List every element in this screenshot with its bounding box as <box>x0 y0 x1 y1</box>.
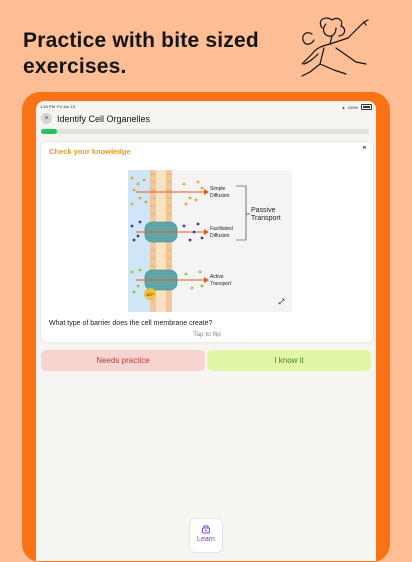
simple-diffusion-label-2: Diffusion <box>210 193 230 199</box>
atp-label: ATP <box>146 292 154 297</box>
tap-to-flip-hint: Tap to flip <box>193 331 221 338</box>
facilitated-diffusion-label-2: Diffusion <box>210 233 230 239</box>
passive-transport-label-1: Passive <box>251 207 276 214</box>
lesson-title: Identify Cell Organelles <box>57 114 151 124</box>
battery-percent: 100% <box>347 104 358 110</box>
facilitated-diffusion-label-1: Facilitated <box>210 226 233 232</box>
membrane-transport-diagram <box>128 170 292 312</box>
status-time-date: 1:15 PM Fri Jun 13 <box>40 104 75 109</box>
promo-headline-line1: Practice with bite sized <box>23 29 259 52</box>
active-transport-label-1: Active <box>210 274 224 280</box>
learn-tab[interactable] <box>189 518 223 553</box>
lesson-progress-fill <box>41 129 57 134</box>
wifi-icon: ● <box>342 104 345 110</box>
flashcard[interactable] <box>40 141 374 343</box>
needs-practice-button[interactable]: Needs practice <box>41 350 205 371</box>
active-transport-label-2: Transport <box>210 281 232 287</box>
question-text: What type of barrier does the cell membrane create? <box>49 320 213 327</box>
card-heading: Check your knowledge <box>49 147 131 156</box>
know-it-button[interactable]: I know it <box>207 350 371 371</box>
running-girl-illustration <box>282 14 378 94</box>
passive-transport-label-2: Transport <box>251 215 281 222</box>
status-bar <box>36 101 376 111</box>
lesson-progress-bar <box>41 129 369 134</box>
promo-headline-line2: exercises. <box>23 55 127 78</box>
promo-headline <box>23 28 283 80</box>
learn-icon <box>201 524 211 534</box>
battery-icon <box>361 104 372 110</box>
flag-icon[interactable]: ⚑ <box>361 146 367 152</box>
learn-label: Learn <box>197 536 215 543</box>
close-icon: × <box>44 115 49 122</box>
status-indicators <box>342 104 372 110</box>
simple-diffusion-label-1: Simple <box>210 186 226 192</box>
app-screen <box>36 101 376 561</box>
close-button[interactable] <box>41 113 52 124</box>
